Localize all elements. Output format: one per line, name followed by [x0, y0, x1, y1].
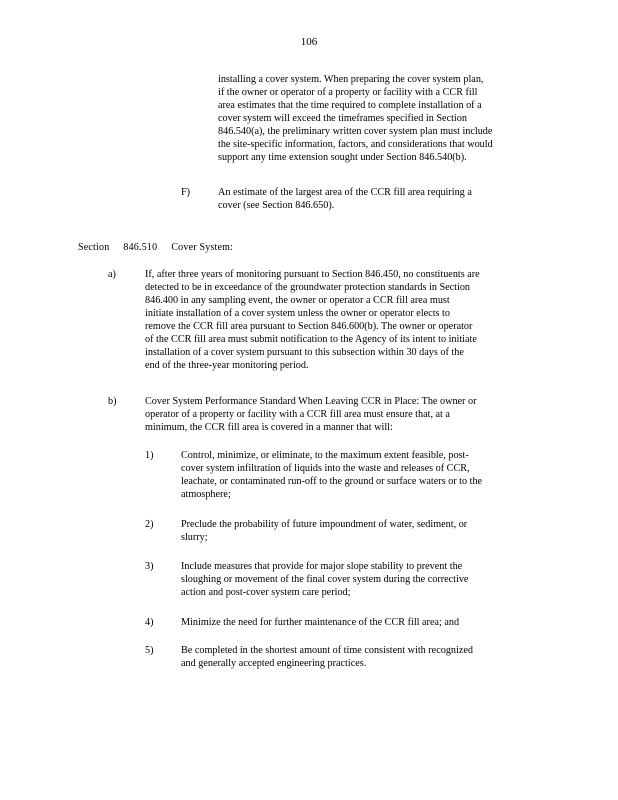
text-line: Minimize the need for further maintenance of the CCR fill area; and: [181, 617, 460, 628]
text-line: end of the three-year monitoring period.: [145, 360, 309, 371]
subsection-b-text: [145, 395, 539, 434]
text-line: cover system infiltration of liquids into the waste and releases of CCR,: [181, 463, 470, 474]
text-line: the site-specific information, factors, and considerations that would: [218, 139, 493, 150]
text-line: An estimate of the largest area of the CCR fill area requiring a: [218, 187, 472, 198]
text-line: 846.400 in any sampling event, the owner or operator a CCR fill area must: [145, 295, 450, 306]
text-line: If, after three years of monitoring pursuant to Section 846.450, no constituents are: [145, 269, 480, 280]
item-1-text: [181, 449, 533, 501]
text-line: installation of a cover system pursuant to this subsection within 30 days of the: [145, 347, 464, 358]
item-label-5: 5): [145, 645, 154, 656]
item-4-text: [181, 616, 533, 629]
text-line: area estimates that the time required to complete installation of a: [218, 100, 482, 111]
item-label-4: 4): [145, 617, 154, 628]
item-5-text: [181, 644, 533, 670]
text-line: Cover System Performance Standard When Leaving CCR in Place: The owner or: [145, 396, 477, 407]
text-line: leachate, or contaminated run-off to the ground or surface waters or to the: [181, 476, 483, 487]
item-label-3: 3): [145, 561, 154, 572]
item-label-2: 2): [145, 519, 154, 530]
section-word: Section: [78, 242, 110, 253]
text-line: support any time extension sought under Section 846.540(b).: [218, 152, 467, 163]
text-line: minimum, the CCR fill area is covered in a manner that will:: [145, 422, 393, 433]
subsection-label-a: a): [108, 269, 116, 280]
text-line: 846.540(a), the preliminary written cover system plan must include: [218, 126, 493, 137]
section-number: 846.510: [123, 242, 158, 253]
text-line: of the CCR fill area must submit notification to the Agency of its intent to initiate: [145, 334, 477, 345]
text-line: Preclude the probability of future impoundment of water, sediment, or: [181, 519, 468, 530]
text-line: Be completed in the shortest amount of time consistent with recognized: [181, 645, 473, 656]
text-line: atmosphere;: [181, 489, 231, 500]
page-number: 106: [300, 36, 318, 48]
subsection-a-text: [145, 268, 539, 372]
item-3-text: [181, 560, 533, 599]
section-heading: [78, 241, 233, 254]
text-line: action and post-cover system care period;: [181, 587, 351, 598]
text-line: operator of a property or facility with a CCR fill area must ensure that, at a: [145, 409, 450, 420]
text-line: slurry;: [181, 532, 208, 543]
text-line: and generally accepted engineering practices.: [181, 658, 367, 669]
text-line: cover system will exceed the timeframes specified in Section: [218, 113, 467, 124]
section-title: Cover System:: [171, 242, 234, 253]
text-line: detected to be in exceedance of the groundwater protection standards in Section: [145, 282, 471, 293]
text-line: Control, minimize, or eliminate, to the maximum extent feasible, post-: [181, 450, 469, 461]
item-label-1: 1): [145, 450, 154, 461]
item-label-f: F): [181, 187, 191, 198]
item-f-text: [218, 186, 518, 212]
text-line: if the owner or operator of a property or facility with a CCR fill: [218, 87, 478, 98]
continuation-paragraph: [218, 73, 536, 164]
item-2-text: [181, 518, 533, 544]
text-line: initiate installation of a cover system unless the owner or operator elects to: [145, 308, 450, 319]
text-line: remove the CCR fill area pursuant to Section 846.600(b). The owner or operator: [145, 321, 473, 332]
subsection-label-b: b): [108, 396, 117, 407]
text-line: sloughing or movement of the final cover system during the corrective: [181, 574, 469, 585]
text-line: cover (see Section 846.650).: [218, 200, 335, 211]
text-line: Include measures that provide for major slope stability to prevent the: [181, 561, 463, 572]
text-line: installing a cover system. When preparing the cover system plan,: [218, 74, 484, 85]
